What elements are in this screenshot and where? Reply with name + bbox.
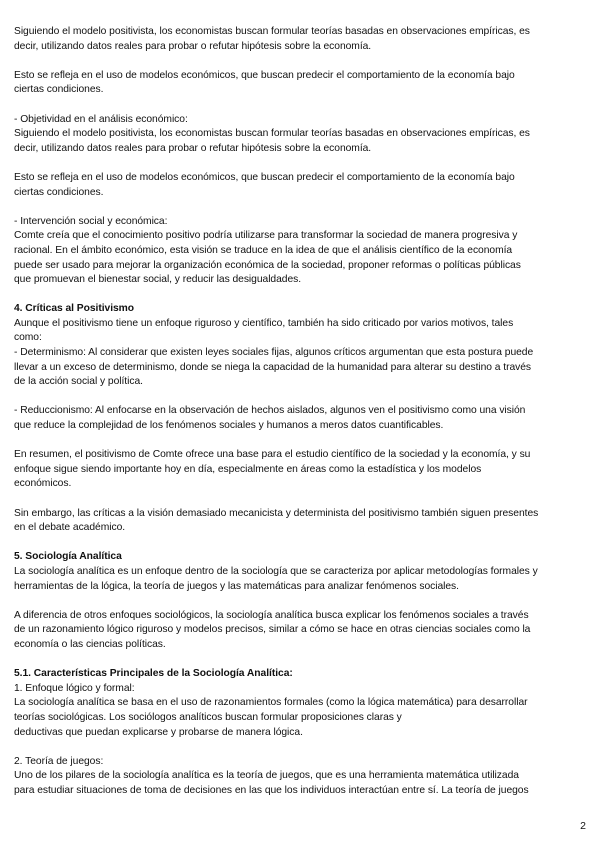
- blank-line: [14, 594, 590, 609]
- text-line: - Determinismo: Al considerar que existen leyes sociales fijas, algunos críticos argumentan que esta postura puede: [14, 347, 534, 359]
- text-line: de un razonamiento lógico riguroso y modelos precisos, similar a cómo se hace en otras ciencias sociales como la: [14, 624, 531, 636]
- blank-line: [14, 288, 590, 303]
- text-line: que reduce la complejidad de los fenómenos sociales y humanos a meros datos cuantificables.: [14, 420, 444, 432]
- text-line: de la acción social y política.: [14, 376, 143, 388]
- page-number: 2: [580, 820, 586, 832]
- text-line: llevar a un exceso de determinismo, donde se niega la capacidad de la humanidad para alterar su destino a través: [14, 361, 532, 373]
- document-page: [14, 25, 590, 798]
- text-line: ciertas condiciones.: [14, 186, 104, 198]
- text-line: Sin embargo, las críticas a la visión demasiado mecanicista y determinista del positivismo también siguen presentes: [14, 507, 539, 519]
- section-heading: 5. Sociología Analítica: [14, 551, 122, 563]
- text-line: Esto se refleja en el uso de modelos económicos, que buscan predecir el comportamiento de la economía bajo: [14, 69, 515, 81]
- text-line: Comte creía que el conocimiento positivo podría utilizarse para transformar la sociedad de manera progresiva y: [14, 230, 518, 242]
- text-line: deductivas que puedan explicarse y probarse de manera lógica.: [14, 726, 303, 738]
- blank-line: [14, 653, 590, 668]
- text-line: Uno de los pilares de la sociología analítica es la teoría de juegos, que es una herramienta matemática utilizada: [14, 770, 519, 782]
- text-line: decir, utilizando datos reales para probar o refutar hipótesis sobre la economía.: [14, 142, 372, 154]
- text-line: La sociología analítica es un enfoque dentro de la sociología que se caracteriza por aplicar metodologías formales y: [14, 565, 538, 577]
- text-line: Siguiendo el modelo positivista, los economistas buscan formular teorías basadas en observaciones empíricas, es: [14, 128, 530, 140]
- text-line: herramientas de la lógica, la teoría de juegos y las matemáticas para analizar fenómenos sociales.: [14, 580, 459, 592]
- text-line: Siguiendo el modelo positivista, los economistas buscan formular teorías basadas en observaciones empíricas, es: [14, 26, 530, 37]
- blank-line: [14, 390, 590, 405]
- text-line: Aunque el positivismo tiene un enfoque riguroso y científico, también ha sido criticado por varios motivos, tales: [14, 317, 514, 329]
- blank-line: [14, 156, 590, 171]
- blank-line: [14, 98, 590, 113]
- text-line: A diferencia de otros enfoques sociológicos, la sociología analítica busca explicar los fenómenos sociales a través: [14, 609, 529, 621]
- text-line: como:: [14, 332, 42, 344]
- text-line: para estudiar situaciones de toma de decisiones en las que los individuos interactúan entre sí. La teoría de juegos: [14, 784, 529, 796]
- blank-line: [14, 492, 590, 507]
- text-line: La sociología analítica se basa en el uso de razonamientos formales (como la lógica matemática) para desarrollar: [14, 697, 528, 709]
- text-line: racional. En el ámbito económico, esta visión se traduce en la idea de que el análisis científico de la economía: [14, 244, 513, 256]
- blank-line: [14, 434, 590, 449]
- section-heading: 5.1. Características Principales de la Sociología Analítica:: [14, 668, 293, 680]
- text-line: económicos.: [14, 478, 72, 490]
- text-line: puede ser usado para mejorar la organización económica de la sociedad, proponer reformas o políticas públicas: [14, 259, 521, 271]
- blank-line: [14, 536, 590, 551]
- text-line: enfoque sigue siendo importante hoy en día, especialmente en áreas como la estadística y los modelos: [14, 463, 482, 475]
- text-line: - Reduccionismo: Al enfocarse en la observación de hechos aislados, algunos ven el positivismo como una visión: [14, 405, 526, 417]
- text-line: - Objetividad en el análisis económico:: [14, 113, 188, 125]
- text-line: - Intervención social y económica:: [14, 215, 168, 227]
- blank-line: [14, 200, 590, 215]
- text-line: 2. Teoría de juegos:: [14, 755, 104, 767]
- text-line: ciertas condiciones.: [14, 84, 104, 96]
- text-line: Esto se refleja en el uso de modelos económicos, que buscan predecir el comportamiento de la economía bajo: [14, 171, 515, 183]
- blank-line: [14, 54, 590, 69]
- text-line: en el debate académico.: [14, 522, 126, 534]
- text-line: decir, utilizando datos reales para probar o refutar hipótesis sobre la economía.: [14, 40, 372, 52]
- text-line: economía o las ciencias políticas.: [14, 638, 166, 650]
- section-heading: 4. Críticas al Positivismo: [14, 303, 135, 315]
- blank-line: [14, 740, 590, 755]
- text-line: que promuevan el bienestar social, y reducir las desigualdades.: [14, 274, 302, 286]
- text-line: En resumen, el positivismo de Comte ofrece una base para el estudio científico de la sociedad y la economía, y su: [14, 449, 531, 461]
- text-line: teorías sociológicas. Los sociólogos analíticos buscan formular proposiciones claras y: [14, 711, 402, 723]
- text-line: 1. Enfoque lógico y formal:: [14, 682, 135, 694]
